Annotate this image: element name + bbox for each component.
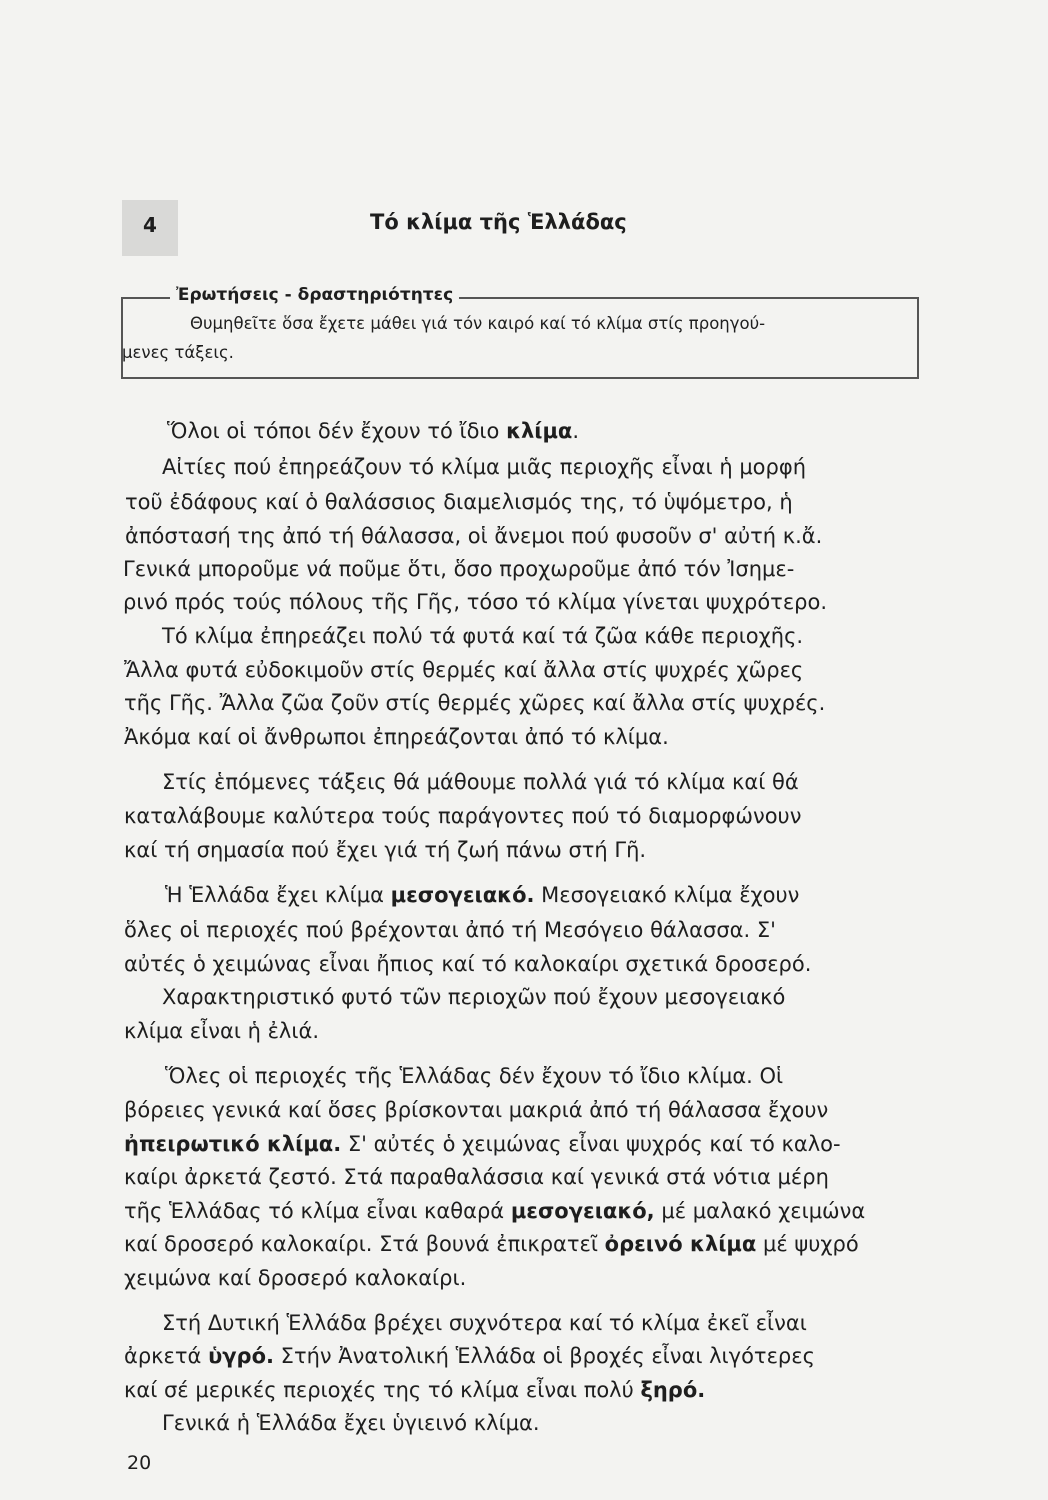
body-line: βόρειες γενικά καί ὅσες βρίσκονται μακριά ἀπό τή θάλασσα ἔχουν bbox=[124, 1098, 829, 1122]
chapter-title: Τό κλίμα τῆς Ἑλλάδας bbox=[370, 210, 627, 234]
body-line: Ὅλες οἱ περιοχές τῆς Ἑλλάδας δέν ἔχουν τό ἴδιο κλίμα. Οἱ bbox=[165, 1064, 784, 1088]
body-line: Τό κλίμα ἐπηρεάζει πολύ τά φυτά καί τά ζῶα κάθε περιοχῆς. bbox=[162, 624, 804, 648]
body-line: τῆς Γῆς. Ἄλλα ζῶα ζοῦν στίς θερμές χῶρες καί ἄλλα στίς ψυχρές. bbox=[124, 691, 826, 715]
body-line: καίρι ἀρκετά ζεστό. Στά παραθαλάσσια καί γενικά στά νότια μέρη bbox=[124, 1165, 829, 1189]
questions-header: Ἐρωτήσεις - δραστηριότητες bbox=[170, 285, 459, 305]
body-line: Ὅλοι οἱ τόποι δέν ἔχουν τό ἴδιο κλίμα. bbox=[167, 419, 580, 443]
questions-line: μενες τάξεις. bbox=[122, 343, 234, 362]
body-line: Γενικά ἡ Ἑλλάδα ἔχει ὑγιεινό κλίμα. bbox=[162, 1411, 540, 1435]
body-line: ἠπειρωτικό κλίμα. Σ' αὐτές ὁ χειμώνας εἶναι ψυχρός καί τό καλο- bbox=[124, 1132, 841, 1156]
body-line: καί δροσερό καλοκαίρι. Στά βουνά ἐπικρατεῖ ὀρεινό κλίμα μέ ψυχρό bbox=[124, 1232, 859, 1256]
body-line: Χαρακτηριστικό φυτό τῶν περιοχῶν πού ἔχουν μεσογειακό bbox=[162, 985, 786, 1009]
body-line: χειμώνα καί δροσερό καλοκαίρι. bbox=[124, 1266, 467, 1290]
body-line: καί τή σημασία πού ἔχει γιά τή ζωή πάνω στή Γῆ. bbox=[124, 838, 647, 862]
body-line: Ἀκόμα καί οἱ ἄνθρωποι ἐπηρεάζονται ἀπό τό κλίμα. bbox=[124, 725, 669, 749]
body-line: ὅλες οἱ περιοχές πού βρέχονται ἀπό τή Μεσόγειο θάλασσα. Σ' bbox=[124, 918, 776, 942]
body-line: Ἄλλα φυτά εὐδοκιμοῦν στίς θερμές καί ἄλλα στίς ψυχρές χῶρες bbox=[124, 658, 804, 682]
questions-frame bbox=[121, 297, 919, 379]
questions-line: Θυμηθεῖτε ὅσα ἔχετε μάθει γιά τόν καιρό καί τό κλίμα στίς προηγού- bbox=[190, 314, 766, 333]
body-line: Γενικά μποροῦμε νά ποῦμε ὅτι, ὅσο προχωροῦμε ἀπό τόν Ἰσημε- bbox=[123, 557, 795, 581]
body-line: Ἡ Ἑλλάδα ἔχει κλίμα μεσογειακό. Μεσογειακό κλίμα ἔχουν bbox=[165, 883, 800, 907]
body-line: ἀρκετά ὑγρό. Στήν Ἀνατολική Ἑλλάδα οἱ βροχές εἶναι λιγότερες bbox=[124, 1344, 815, 1368]
body-line: Στή Δυτική Ἑλλάδα βρέχει συχνότερα καί τό κλίμα ἐκεῖ εἶναι bbox=[162, 1311, 807, 1335]
body-line: αὐτές ὁ χειμώνας εἶναι ἤπιος καί τό καλοκαίρι σχετικά δροσερό. bbox=[124, 952, 812, 976]
body-line: καί σέ μερικές περιοχές της τό κλίμα εἶναι πολύ ξηρό. bbox=[124, 1378, 706, 1402]
body-line: ρινό πρός τούς πόλους τῆς Γῆς, τόσο τό κλίμα γίνεται ψυχρότερο. bbox=[123, 590, 828, 614]
page-number: 20 bbox=[127, 1452, 152, 1474]
body-line: κλίμα εἶναι ἡ ἐλιά. bbox=[124, 1019, 319, 1043]
body-line: Στίς ἑπόμενες τάξεις θά μάθουμε πολλά γιά τό κλίμα καί θά bbox=[162, 770, 799, 794]
body-line: καταλάβουμε καλύτερα τούς παράγοντες πού τό διαμορφώνουν bbox=[124, 804, 802, 828]
chapter-number: 4 bbox=[143, 213, 157, 237]
body-line: ἀπόστασή της ἀπό τή θάλασσα, οἱ ἄνεμοι πού φυσοῦν σ' αὐτή κ.ἄ. bbox=[125, 524, 823, 548]
body-line: τῆς Ἑλλάδας τό κλίμα εἶναι καθαρά μεσογειακό, μέ μαλακό χειμώνα bbox=[124, 1199, 866, 1223]
body-line: Αἰτίες πού ἐπηρεάζουν τό κλίμα μιᾶς περιοχῆς εἶναι ἡ μορφή bbox=[162, 455, 807, 479]
body-line: τοῦ ἐδάφους καί ὁ θαλάσσιος διαμελισμός της, τό ὑψόμετρο, ἡ bbox=[125, 490, 793, 514]
